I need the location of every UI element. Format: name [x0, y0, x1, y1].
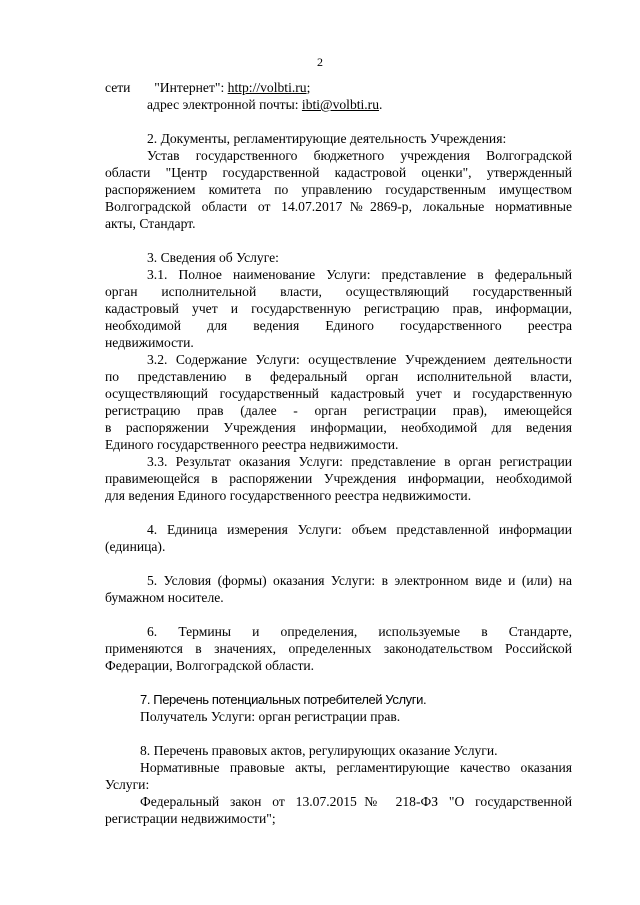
paragraph-line: Услуги:: [105, 777, 150, 792]
email-link[interactable]: ibti@volbti.ru: [301, 97, 380, 112]
website-link[interactable]: http://volbti.ru: [227, 80, 307, 95]
website-prefix: сети: [105, 80, 131, 95]
paragraph-line: орган исполнительной власти, осуществляющий государственный: [105, 284, 572, 299]
section-6-heading: 6. Термины и определения, используемые в Стандарте,: [147, 624, 572, 639]
paragraph-line: кадастровый учет и государственную регистрацию прав, информации,: [105, 301, 572, 316]
email-suffix: .: [379, 97, 383, 112]
section-4-heading: 4. Единица измерения Услуги: объем представленной информации: [147, 522, 572, 537]
paragraph-line: распоряжением комитета по управлению государственным имуществом: [105, 182, 572, 197]
paragraph-line: бумажном носителе.: [105, 590, 224, 605]
website-line: [105, 79, 572, 96]
paragraph-line: Федерации, Волгоградской области.: [105, 658, 315, 673]
paragraph-line: (единица).: [105, 539, 166, 554]
paragraph-line: Устав государственного бюджетного учреждения Волгоградской: [147, 148, 572, 163]
paragraph-line: для ведения Единого государственного реестра недвижимости.: [105, 488, 472, 503]
paragraph-line: Единого государственного реестра недвижимости.: [105, 437, 399, 452]
paragraph-line: правимеющейся в распоряжении Учреждения информации, необходимой: [105, 471, 572, 486]
section-8-heading: [140, 742, 572, 759]
paragraph-line: Волгоградской области от 14.07.2017№2869-р, локальные нормативные: [105, 199, 572, 214]
paragraph-line: Получатель Услуги: орган регистрации прав.: [140, 709, 401, 724]
paragraph-line: области "Центр государственной кадастровой оценки", утвержденный: [105, 165, 572, 180]
paragraph-line: по представлению в федеральный орган исполнительной власти,: [105, 369, 572, 384]
section-5-heading: 5. Условия (формы) оказания Услуги: в электронном виде и (или) на: [147, 573, 572, 588]
paragraph-line: Федеральный закон от 13.07.2015№ 218-ФЗ "О государственной: [140, 794, 572, 809]
section-7-heading: 7. Перечень потенциальных потребителей Услуги.: [140, 692, 427, 707]
section-2-heading: 2. Документы, регламентирующие деятельность Учреждения:: [147, 131, 507, 146]
paragraph-line: 3.2. Содержание Услуги: осуществление Учреждением деятельности: [147, 352, 572, 367]
section-3-heading: 3. Сведения об Услуге:: [147, 250, 279, 265]
paragraph-line: недвижимости.: [105, 335, 194, 350]
paragraph-line: акты, Стандарт.: [105, 216, 196, 231]
paragraph-line: 3.3. Результат оказания Услуги: представление в орган регистрации: [147, 454, 572, 469]
paragraph-line: Нормативные правовые акты, регламентирующие качество оказания: [140, 760, 572, 775]
website-suffix: ;: [306, 80, 311, 95]
email-line: [147, 96, 614, 113]
paragraph-line: регистрации недвижимости";: [105, 811, 276, 826]
email-label: адрес электронной почты:: [147, 97, 299, 112]
paragraph-line: необходимой для ведения Единого государственного реестра: [105, 318, 572, 333]
section-8-text: 8. Перечень правовых актов, регулирующих оказание Услуги.: [140, 743, 498, 758]
paragraph-line: регистрацию прав (далее - орган регистрации прав), имеющейся: [105, 403, 572, 418]
paragraph-line: в распоряжении Учреждения информации, необходимой для ведения: [105, 420, 572, 435]
paragraph-line: осуществляющий государственный кадастровый учет и государственную: [105, 386, 572, 401]
paragraph-line: 3.1. Полное наименование Услуги: представление в федеральный: [147, 267, 572, 282]
paragraph-line: применяются в значениях, определенных законодательством Российской: [105, 641, 572, 656]
page-number: 2: [317, 55, 323, 69]
website-label: "Интернет":: [154, 80, 225, 95]
